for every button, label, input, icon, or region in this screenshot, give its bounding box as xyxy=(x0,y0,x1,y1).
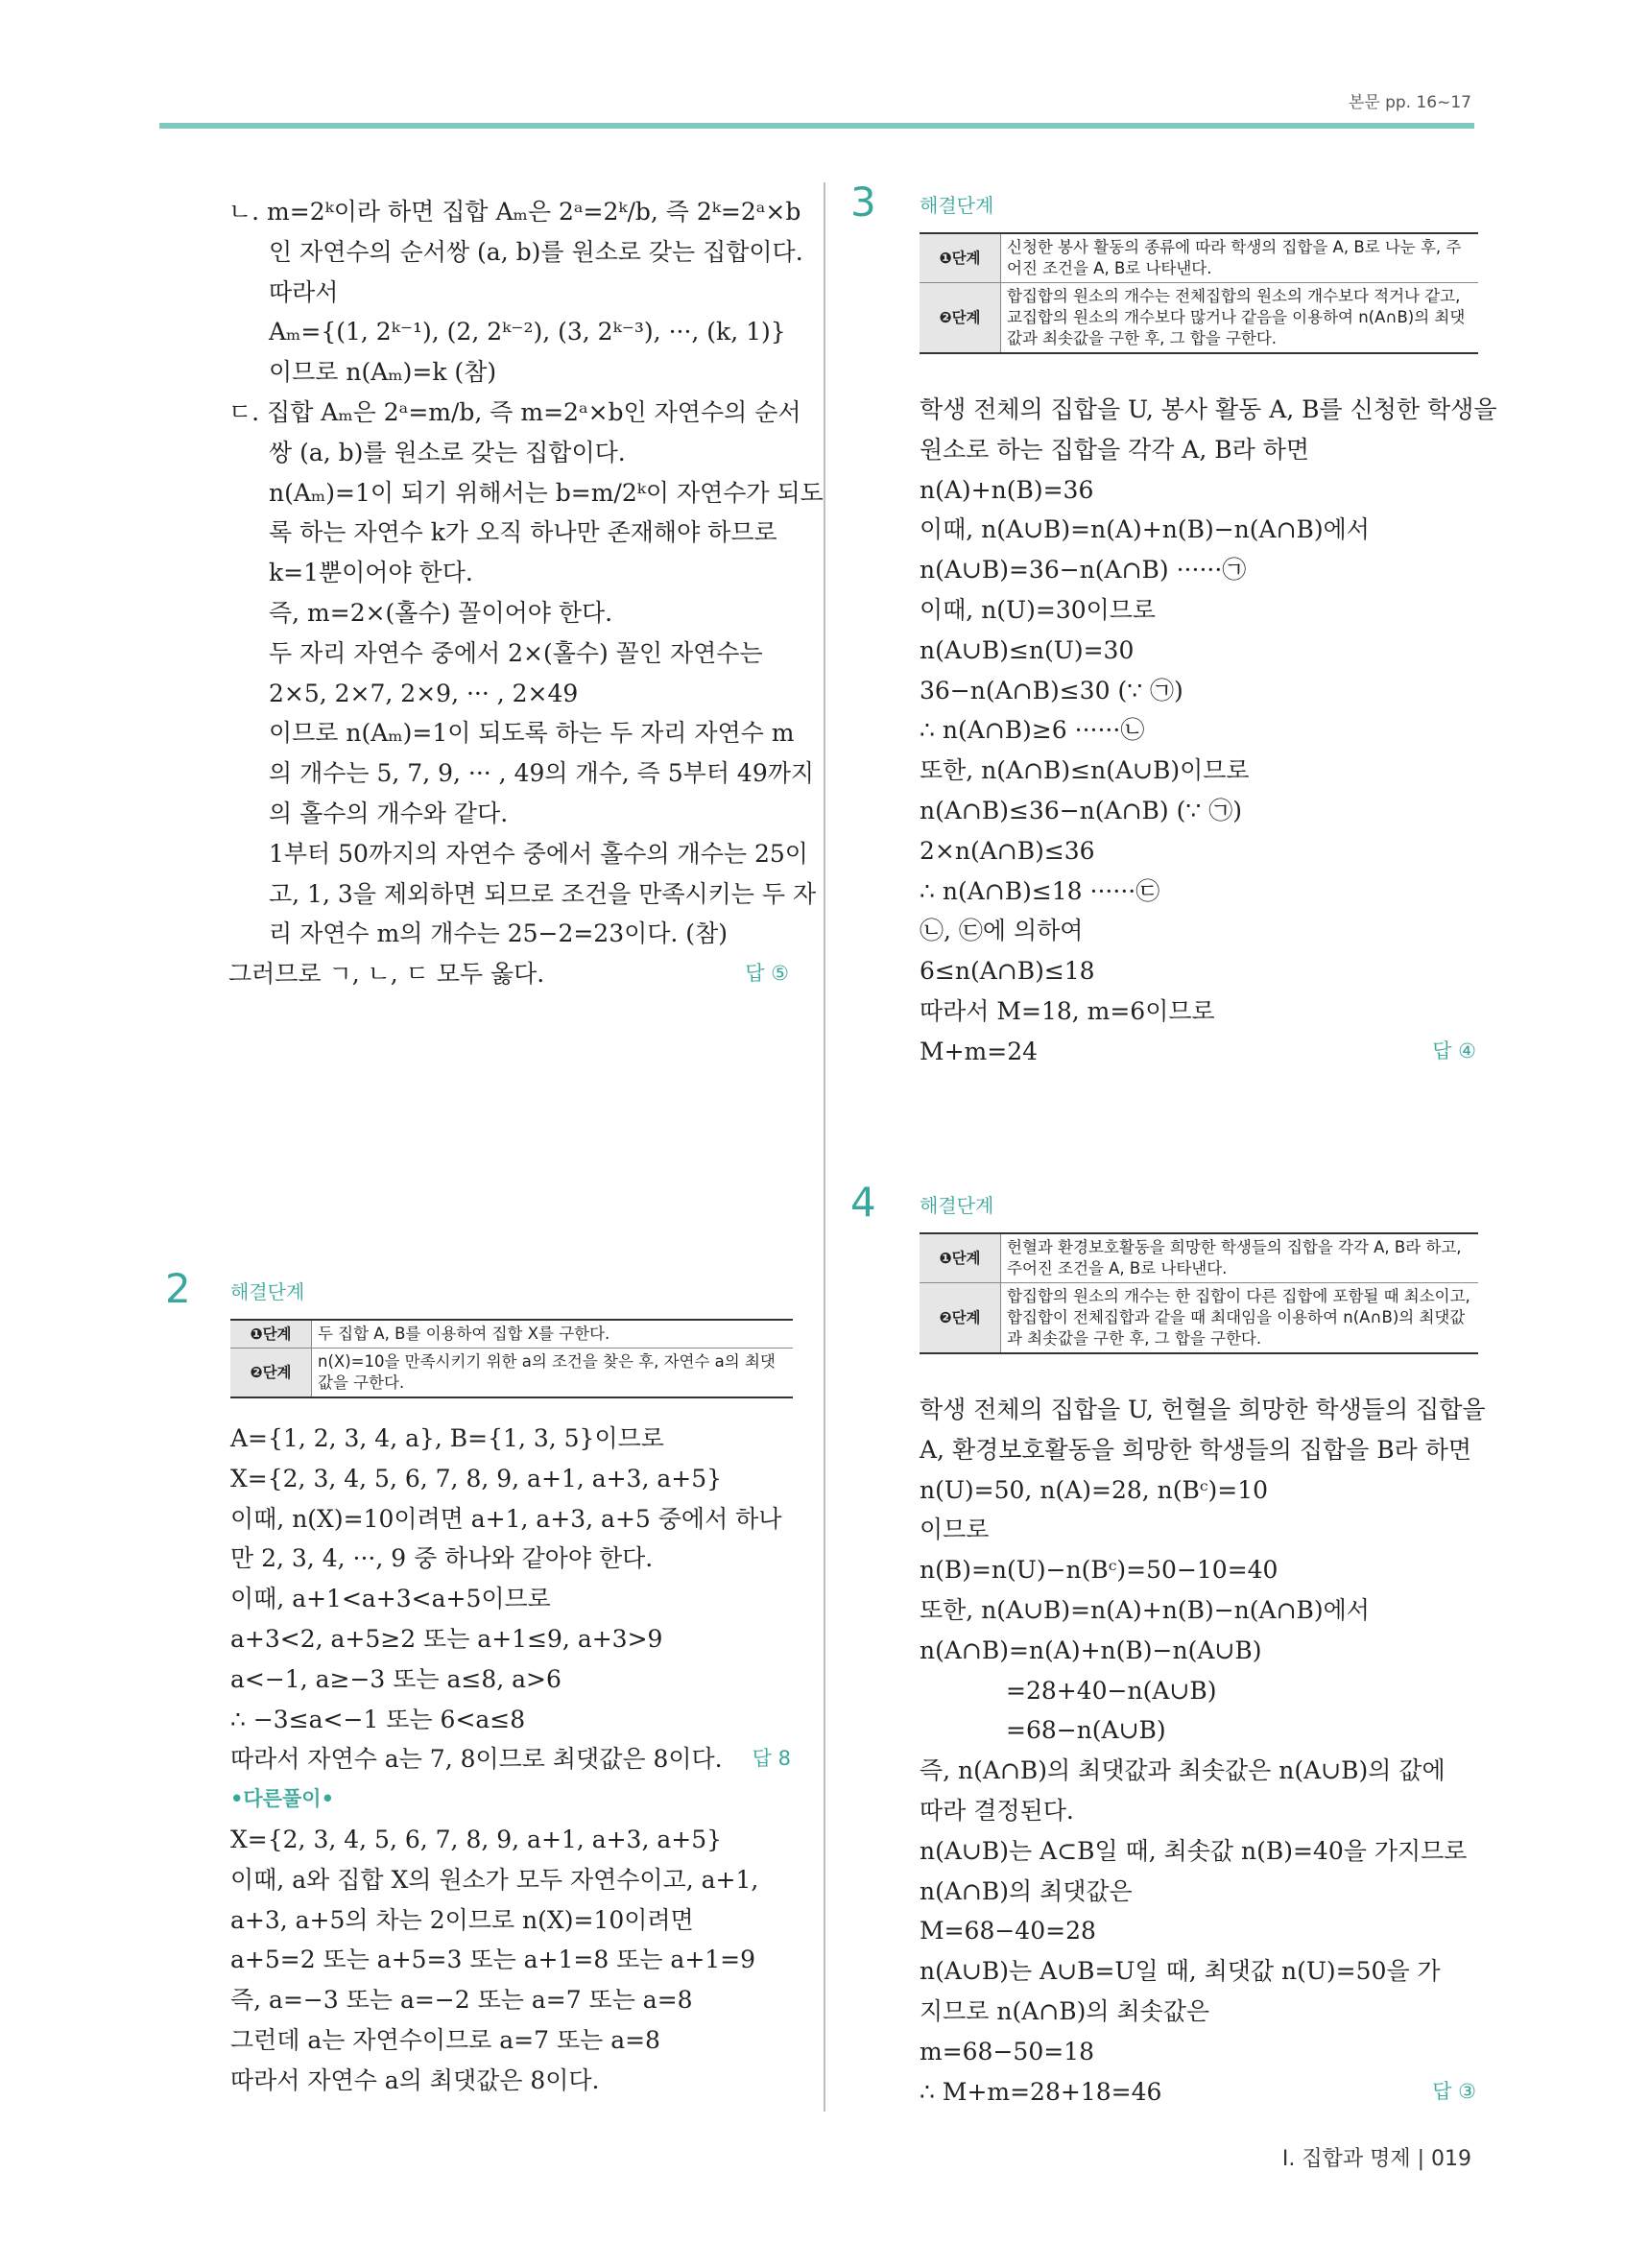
q2-step-row xyxy=(230,1349,793,1398)
q3-line: 따라서 M=18, m=6이므로 xyxy=(920,996,1215,1025)
q4-step-label: ❶단계 xyxy=(920,1233,1001,1283)
q3-line xyxy=(920,1032,1480,1072)
q2-line: a+3<2, a+5≥2 또는 a+1≤9, a+3>9 xyxy=(230,1624,663,1653)
q2-solution xyxy=(230,1419,795,2101)
q4-line: =28+40−n(A∪B) xyxy=(1006,1676,1217,1705)
q4-section-label: 해결단계 xyxy=(920,1194,994,1217)
q1-line: 쌍 (a, b)를 원소로 갖는 집합이다. xyxy=(269,438,626,466)
q4-line: n(A∩B)=n(A)+n(B)−n(A∪B) xyxy=(920,1635,1262,1664)
q3-number: 3 xyxy=(850,179,876,226)
q2-alt-solution-label: •다른풀이• xyxy=(230,1787,334,1811)
q2-answer: 답 8 xyxy=(752,1747,791,1771)
q1-answer: 답 ⑤ xyxy=(745,962,789,986)
q3-line: n(A∩B)≤36−n(A∩B) (∵ ㉠) xyxy=(920,796,1242,824)
q3-section-label: 해결단계 xyxy=(920,194,994,217)
q2-alt-line: a+5=2 또는 a+5=3 또는 a+1=8 또는 a+1=9 xyxy=(230,1946,756,1974)
q2-line xyxy=(230,1739,795,1779)
q1-line: 리 자연수 m의 개수는 25−2=23이다. (참) xyxy=(269,919,728,948)
q2-alt-line: 따라서 자연수 a의 최댓값은 8이다. xyxy=(230,2065,600,2094)
q4-line: n(U)=50, n(A)=28, n(Bᶜ)=10 xyxy=(920,1475,1269,1504)
q3-line: 이때, n(A∪B)=n(A)+n(B)−n(A∩B)에서 xyxy=(920,515,1370,544)
q1-line: n(Aₘ)=1이 되기 위해서는 b=m/2ᵏ이 자연수가 되도 xyxy=(269,478,824,507)
q1-line: k=1뿐이어야 한다. xyxy=(269,559,473,587)
q3-step-label: ❷단계 xyxy=(920,283,1001,354)
q1-line: 이므로 n(Aₘ)=k (참) xyxy=(269,358,497,387)
q2-alt-line: X={2, 3, 4, 5, 6, 7, 8, 9, a+1, a+3, a+5} xyxy=(230,1825,723,1853)
q4-answer: 답 ③ xyxy=(1432,2079,1476,2103)
q4-line: 이므로 xyxy=(920,1516,990,1544)
q3-line: n(A)+n(B)=36 xyxy=(920,475,1094,504)
q2-step-text: n(X)=10을 만족시키기 위한 a의 조건을 찾은 후, 자연수 a의 최댓값을 구한다. xyxy=(318,1352,776,1392)
q4-step-row xyxy=(920,1233,1478,1283)
q2-line: 만 2, 3, 4, ···, 9 중 하나와 같아야 한다. xyxy=(230,1544,654,1573)
q2-line: ∴ −3≤a<−1 또는 6<a≤8 xyxy=(230,1705,526,1733)
q3-line: 학생 전체의 집합을 U, 봉사 활동 A, B를 신청한 학생을 xyxy=(920,395,1497,423)
q4-line: m=68−50=18 xyxy=(920,2037,1094,2065)
q2-line: 이때, n(X)=10이려면 a+1, a+3, a+5 중에서 하나 xyxy=(230,1504,782,1533)
q3-step-text: 신청한 봉사 활동의 종류에 따라 학생의 집합을 A, B로 나눈 후, 주어진 조건을 A, B로 나타낸다. xyxy=(1001,233,1479,283)
q3-step-label: ❶단계 xyxy=(920,233,1001,283)
q2-alt-line: 즉, a=−3 또는 a=−2 또는 a=7 또는 a=8 xyxy=(230,1986,693,2015)
q3-solution xyxy=(920,390,1497,1072)
q4-line: 또한, n(A∪B)=n(A)+n(B)−n(A∩B)에서 xyxy=(920,1595,1370,1624)
q1-line: 의 홀수의 개수와 같다. xyxy=(269,799,509,827)
q2-alt-line: 그런데 a는 자연수이므로 a=7 또는 a=8 xyxy=(230,2025,660,2054)
q3-line: 또한, n(A∩B)≤n(A∪B)이므로 xyxy=(920,756,1250,785)
q1-line: Aₘ={(1, 2ᵏ⁻¹), (2, 2ᵏ⁻²), (3, 2ᵏ⁻³), ···, (k, 1)} xyxy=(269,318,786,346)
page-footer: Ⅰ. 집합과 명제 | 019 xyxy=(1281,2147,1471,2171)
q2-steps-table xyxy=(230,1319,793,1398)
q2-step-label: ❶단계 xyxy=(230,1320,312,1349)
q4-line: A, 환경보호활동을 희망한 학생들의 집합을 B라 하면 xyxy=(920,1435,1472,1464)
q4-line: n(A∪B)는 A∪B=U일 때, 최댓값 n(U)=50을 가 xyxy=(920,1957,1441,1986)
q3-line: n(A∪B)=36−n(A∩B) ······㉠ xyxy=(920,556,1247,585)
q4-line: =68−n(A∪B) xyxy=(1006,1716,1166,1745)
q1-conclusion: 그러므로 ㄱ, ㄴ, ㄷ 모두 옳다. xyxy=(228,960,545,989)
q1-continuation xyxy=(228,192,824,994)
q2-step-text: 두 집합 A, B를 이용하여 집합 X를 구한다. xyxy=(312,1320,794,1349)
q3-step-row xyxy=(920,283,1478,354)
q3-line: 6≤n(A∩B)≤18 xyxy=(920,957,1095,986)
q3-line: ∴ n(A∩B)≤18 ······㉢ xyxy=(920,876,1160,905)
q2-step-label: ❷단계 xyxy=(230,1349,312,1398)
q2-line: 이때, a+1<a+3<a+5이므로 xyxy=(230,1585,551,1613)
column-divider xyxy=(824,182,825,2112)
q1-line: 1부터 50까지의 자연수 중에서 홀수의 개수는 25이 xyxy=(269,839,808,868)
q4-line xyxy=(920,2072,1480,2113)
q3-line: ㉡, ㉢에 의하여 xyxy=(920,917,1084,945)
q1-line: ㄷ. 집합 Aₘ은 2ᵃ=m/b, 즉 m=2ᵃ×b인 자연수의 순서 xyxy=(228,397,801,426)
q2-alt-line: a+3, a+5의 차는 2이므로 n(X)=10이려면 xyxy=(230,1905,694,1934)
q4-line: M=68−40=28 xyxy=(920,1917,1096,1946)
q2-line: a<−1, a≥−3 또는 a≤8, a>6 xyxy=(230,1664,562,1693)
q1-line: ㄴ. m=2ᵏ이라 하면 집합 Aₘ은 2ᵃ=2ᵏ/b, 즉 2ᵏ=2ᵃ×b xyxy=(228,198,801,226)
q4-line: 즉, n(A∩B)의 최댓값과 최솟값은 n(A∪B)의 값에 xyxy=(920,1756,1446,1785)
q4-number: 4 xyxy=(850,1179,876,1226)
q2-line: X={2, 3, 4, 5, 6, 7, 8, 9, a+1, a+3, a+5} xyxy=(230,1464,723,1492)
q3-line: 2×n(A∩B)≤36 xyxy=(920,836,1095,865)
q3-line: ∴ n(A∩B)≥6 ······㉡ xyxy=(920,716,1145,745)
q1-line: 따라서 xyxy=(269,277,339,306)
q3-step-row xyxy=(920,233,1478,283)
q3-line: 이때, n(U)=30이므로 xyxy=(920,595,1157,624)
q4-step-text: 합집합의 원소의 개수는 한 집합이 다른 집합에 포함될 때 최소이고, 합집합이 전체집합과 같을 때 최대임을 이용하여 n(A∩B)의 최댓값과 최솟값을 구한 후, 그 합을 구한다. xyxy=(1007,1287,1470,1348)
q4-step-label: ❷단계 xyxy=(920,1283,1001,1354)
q3-line: n(A∪B)≤n(U)=30 xyxy=(920,635,1135,664)
page-reference: 본문 pp. 16~17 xyxy=(1348,93,1471,112)
q2-step-row xyxy=(230,1320,793,1349)
q1-line xyxy=(228,954,793,994)
q1-line: 의 개수는 5, 7, 9, ··· , 49의 개수, 즉 5부터 49까지 xyxy=(269,759,815,788)
q1-line: 두 자리 자연수 중에서 2×(홀수) 꼴인 자연수는 xyxy=(269,638,763,667)
q4-line: n(B)=n(U)−n(Bᶜ)=50−10=40 xyxy=(920,1556,1278,1585)
q1-line: 즉, m=2×(홀수) 꼴이어야 한다. xyxy=(269,598,613,627)
q2-line: A={1, 2, 3, 4, a}, B={1, 3, 5}이므로 xyxy=(230,1424,664,1452)
q4-result: ∴ M+m=28+18=46 xyxy=(920,2077,1162,2106)
q3-step-text: 합집합의 원소의 개수는 전체집합의 원소의 개수보다 적거나 같고, 교집합의 원소의 개수보다 많거나 같음을 이용하여 n(A∩B)의 최댓값과 최솟값을 구한 후, 그 합을 구한다. xyxy=(1007,287,1466,347)
q3-line: 원소로 하는 집합을 각각 A, B라 하면 xyxy=(920,435,1310,464)
q2-number: 2 xyxy=(165,1265,191,1312)
q1-line: 이므로 n(Aₘ)=1이 되도록 하는 두 자리 자연수 m xyxy=(269,719,795,748)
q2-alt-line: 이때, a와 집합 X의 원소가 모두 자연수이고, a+1, xyxy=(230,1865,759,1894)
q1-line: 2×5, 2×7, 2×9, ··· , 2×49 xyxy=(269,679,579,707)
q4-line: 따라 결정된다. xyxy=(920,1796,1074,1825)
q2-conclusion: 따라서 자연수 a는 7, 8이므로 최댓값은 8이다. xyxy=(230,1745,723,1774)
q3-answer: 답 ④ xyxy=(1432,1039,1476,1062)
q3-result: M+m=24 xyxy=(920,1037,1039,1065)
q4-step-row xyxy=(920,1283,1478,1354)
q3-steps-table xyxy=(920,232,1478,354)
q3-line: 36−n(A∩B)≤30 (∵ ㉠) xyxy=(920,676,1183,704)
q4-line: 지므로 n(A∩B)의 최솟값은 xyxy=(920,1996,1210,2025)
q4-line: 학생 전체의 집합을 U, 헌혈을 희망한 학생들의 집합을 xyxy=(920,1396,1486,1423)
q4-step-text: 헌혈과 환경보호활동을 희망한 학생들의 집합을 각각 A, B라 하고, 주어진 조건을 A, B로 나타낸다. xyxy=(1001,1233,1479,1283)
q2-section-label: 해결단계 xyxy=(230,1280,305,1303)
q4-solution xyxy=(920,1390,1486,2112)
q1-line: 인 자연수의 순서쌍 (a, b)를 원소로 갖는 집합이다. xyxy=(269,237,803,266)
q4-steps-table xyxy=(920,1232,1478,1354)
q1-line: 고, 1, 3을 제외하면 되므로 조건을 만족시키는 두 자 xyxy=(269,879,817,908)
q4-line: n(A∪B)는 A⊂B일 때, 최솟값 n(B)=40을 가지므로 xyxy=(920,1836,1468,1865)
q4-line: n(A∩B)의 최댓값은 xyxy=(920,1876,1133,1905)
q1-line: 록 하는 자연수 k가 오직 하나만 존재해야 하므로 xyxy=(269,518,777,547)
header-rule xyxy=(159,123,1474,129)
